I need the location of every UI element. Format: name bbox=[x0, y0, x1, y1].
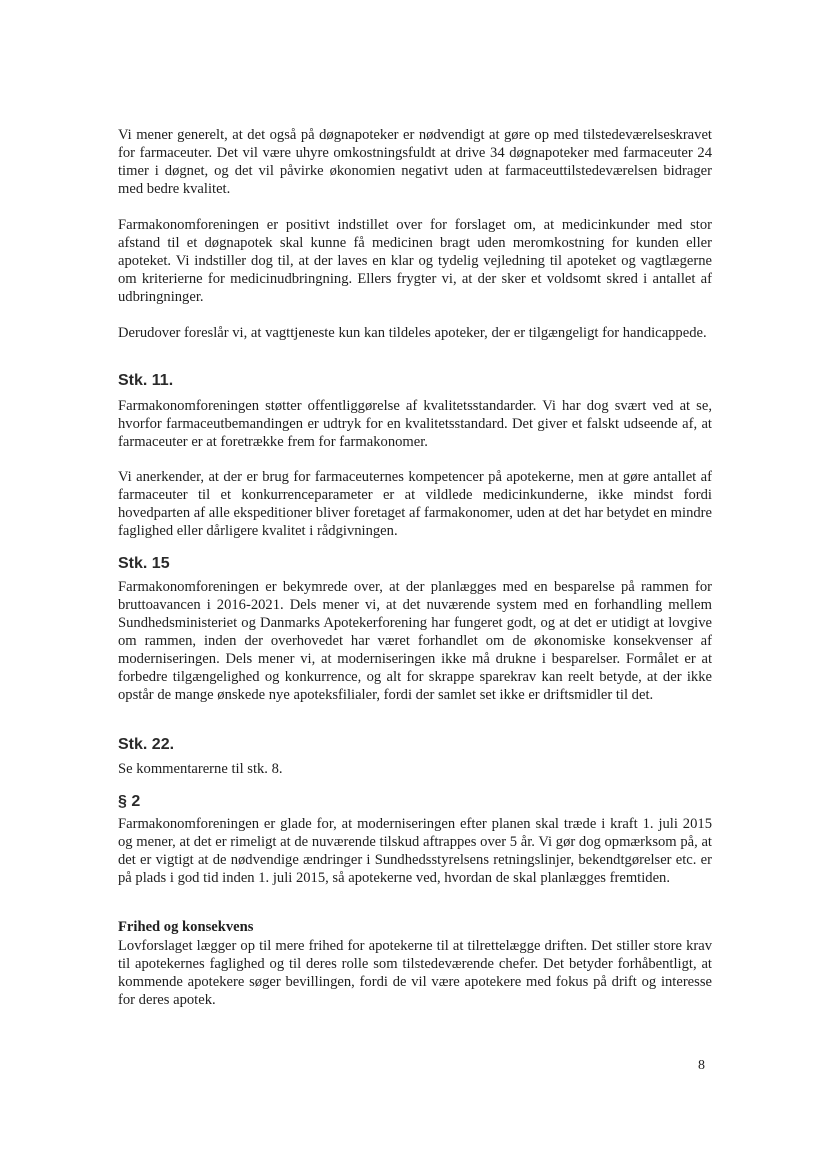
section-heading-stk22: Stk. 22. bbox=[118, 736, 175, 753]
paragraph-intro-1: Vi mener generelt, at det også på døgnapoteker er nødvendigt at gøre op med tilstedeværelseskravet for farmaceuter. Det vil være uhyre omkostningsfuldt at drive 34 døgnapoteker med farmaceuter 24 timer i døgnet, og det vil påvirke økonomien negativt uden at farmaceuttilstedeværelsen bidrager med bedre kvalitet. bbox=[118, 127, 712, 197]
paragraph-intro-2: Farmakonomforeningen er positivt indstillet over for forslaget om, at medicinkunder med stor afstand til et døgnapotek skal kunne få medicinen bragt uden meromkostning for kunden eller apoteket. Vi indstiller dog til, at der laves en klar og tydelig vejledning til apoteket og vagtlægerne om kriterierne for medicinudbringning. Ellers frygter vi, at der sker et voldsomt skred i antallet af udbringninger. bbox=[118, 217, 712, 305]
paragraph-stk11-1: Farmakonomforeningen støtter offentliggørelse af kvalitetsstandarder. Vi har dog svært ved at se, hvorfor farmaceutbemandingen er udtryk for en kvalitetsstandard. Det giver et falskt udseende af, at farmaceuter er at foretrække frem for farmakonomer. bbox=[118, 398, 712, 450]
section-heading-stk15: Stk. 15 bbox=[118, 555, 170, 572]
section-heading-paragraph-2: § 2 bbox=[118, 793, 141, 810]
paragraph-stk15-1: Farmakonomforeningen er bekymrede over, at der planlægges med en besparelse på rammen for bruttoavancen i 2016-2021. Dels mener vi, at det nuværende system med en forhandling mellem Sundhedsministeriet og Danmarks Apotekerforening har fungeret godt, og at det er utidigt at lovgive om rammen, inden der overhovedet har været forhandlet om de økonomiske konsekvenser af moderniseringen. Dels mener vi, at moderniseringen ikke må drukne i besparelser. Formålet er at forbedre tilgængelighed og konkurrence, og alt for skrappe sparekrav kan reelt betyde, at der ikke opstår de mange ønskede nye apoteksfilialer, fordi der samlet set ikke er driftsmidler til det. bbox=[118, 579, 712, 703]
page-number: 8 bbox=[698, 1058, 705, 1073]
paragraph-intro-3: Derudover foreslår vi, at vagttjeneste kun kan tildeles apoteker, der er tilgængeligt for handicappede. bbox=[118, 325, 707, 341]
paragraph-stk11-2: Vi anerkender, at der er brug for farmaceuternes kompetencer på apotekerne, men at gøre antallet af farmaceuter til et konkurrenceparameter er at vildlede medicinkunderne, ikke mindst fordi hovedparten af alle ekspeditioner bliver foretaget af farmakonomer, uden at det har betydet en mindre faglighed eller dårligere kvalitet i rådgivningen. bbox=[118, 469, 712, 539]
section-heading-stk11: Stk. 11. bbox=[118, 372, 174, 389]
paragraph-frihed-1: Lovforslaget lægger op til mere frihed for apotekerne til at tilrettelægge driften. Det stiller store krav til apotekernes faglighed og til deres rolle som tilstedeværende chefer. Det betyder forhåbentligt, at kommende apotekere søger bevillingen, fordi de vil være apotekere med fokus på drift og interesse for deres apotek. bbox=[118, 938, 712, 1008]
paragraph-par2-1: Farmakonomforeningen er glade for, at moderniseringen efter planen skal træde i kraft 1. juli 2015 og mener, at det er rimeligt at de nuværende tilskud aftrappes over 5 år. Vi gør dog opmærksom på, at det er vigtigt at de nødvendige ændringer i Sundhedsstyrelsens retningslinjer, bekendtgørelser etc. er på plads i god tid inden 1. juli 2015, så apotekerne ved, hvordan de skal planlægges fremtiden. bbox=[118, 816, 712, 886]
paragraph-stk22-1: Se kommentarerne til stk. 8. bbox=[118, 761, 283, 777]
section-heading-frihed: Frihed og konsekvens bbox=[118, 919, 254, 935]
